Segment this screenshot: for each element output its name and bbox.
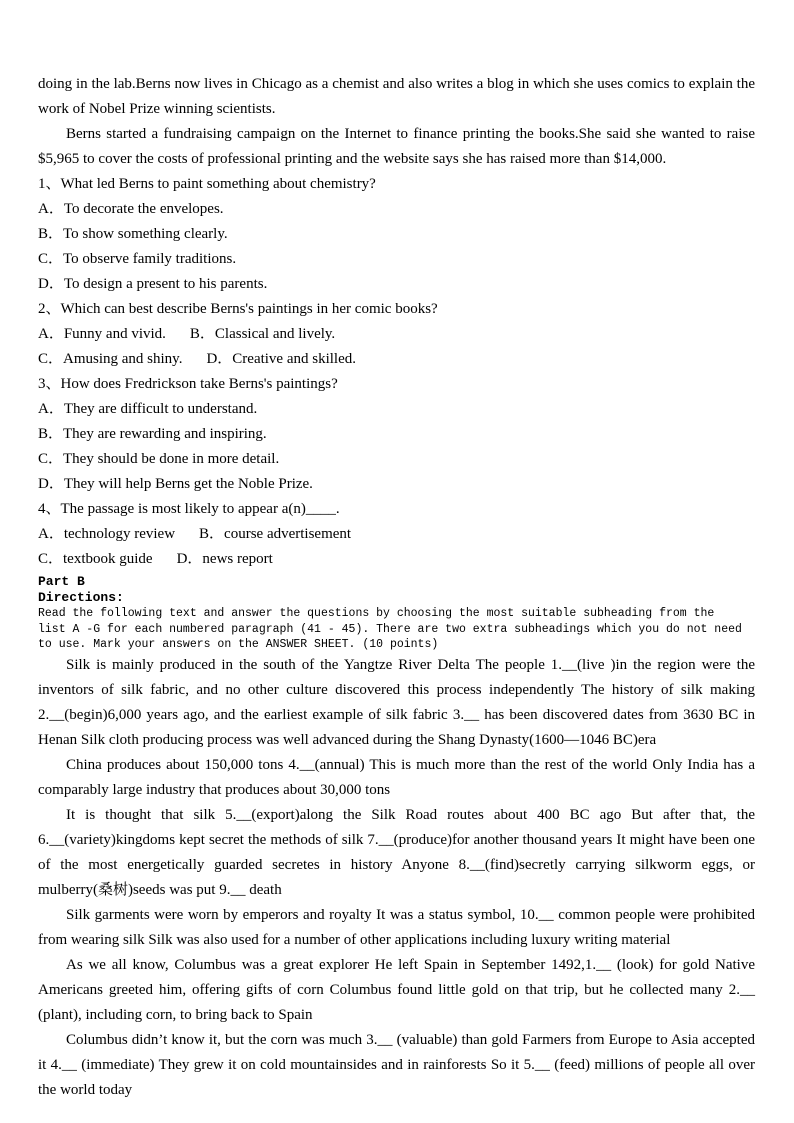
question-1-option-a: A．To decorate the envelopes. <box>38 201 224 217</box>
question-1-stem: 1、What led Berns to paint something about chemistry? <box>38 176 376 192</box>
question-1-option-c: C．To observe family traditions. <box>38 251 237 267</box>
question-3-option-c: C．They should be done in more detail. <box>38 451 280 467</box>
question-3-option-d: D．They will help Berns get the Noble Prize. <box>38 476 313 492</box>
cloze-paragraph-columbus-1: As we all know, Columbus was a great explorer He left Spain in September 1492,1.__ (look) for gold Native Americans greeted him, offering gifts of corn Columbus found little gold on that trip, but he collected many 2.__ (plant), including corn, to bring back to Spain <box>38 956 755 1023</box>
cloze-paragraph-silk-2: China produces about 150,000 tons 4.__(annual) This is much more than the rest of the world Only India has a comparably large industry that produces about 30,000 tons <box>38 756 755 798</box>
question-4-options-ab <box>38 522 755 547</box>
question-4-option-c: C．textbook guide <box>38 551 153 567</box>
directions-label: Directions: <box>38 590 124 605</box>
question-1-option-d: D．To design a present to his parents. <box>38 276 268 292</box>
directions-line-1: Read the following text and answer the questions by choosing the most suitable subheading from the <box>38 607 715 620</box>
question-4-stem: 4、The passage is most likely to appear a(n)____. <box>38 501 340 517</box>
cloze-paragraph-silk-4: Silk garments were worn by emperors and royalty It was a status symbol, 10.__ common people were prohibited from wearing silk Silk was also used for a number of other applications including luxury writing material <box>38 906 755 948</box>
cloze-paragraph-silk-1: Silk is mainly produced in the south of the Yangtze River Delta The people 1.__(live )in the region were the inventors of silk fabric, and no other culture discovered this process independently The history of silk making 2.__(begin)6,000 years ago, and the earliest example of silk fabric 3.__ has been discovered dates from 3630 BC in Henan Silk cloth producing process was well advanced during the Shang Dynasty(1600—1046 BC)era <box>38 656 755 748</box>
question-3-stem: 3、How does Fredrickson take Berns's paintings? <box>38 376 338 392</box>
question-4-option-d: D．news report <box>176 551 273 567</box>
question-2-stem: 2、Which can best describe Berns's paintings in her comic books? <box>38 301 438 317</box>
question-1-option-b: B．To show something clearly. <box>38 226 228 242</box>
directions-line-2: list A -G for each numbered paragraph (41 - 45). There are two extra subheadings which you do not need <box>38 622 742 636</box>
question-2-option-c: C．Amusing and shiny. <box>38 351 183 367</box>
question-2-options-cd <box>38 347 755 372</box>
question-3-option-b: B．They are rewarding and inspiring. <box>38 426 267 442</box>
question-2-option-d: D．Creative and skilled. <box>206 351 356 367</box>
directions-line-3: to use. Mark your answers on the ANSWER SHEET. (10 points) <box>38 638 439 651</box>
question-4-option-a: A．technology review <box>38 526 176 542</box>
question-3-option-a: A．They are difficult to understand. <box>38 401 258 417</box>
question-2-option-a: A．Funny and vivid. <box>38 326 166 342</box>
question-2-option-b: B．Classical and lively. <box>189 326 336 342</box>
part-b-title: Part B <box>38 574 85 589</box>
question-4-options-cd <box>38 547 755 572</box>
cloze-paragraph-silk-3: It is thought that silk 5.__(export)along the Silk Road routes about 400 BC ago But after that, the 6.__(variety)kingdoms kept secret the methods of silk 7.__(produce)for another thousand years It might have been one of the most energetically guarded secretes in history Anyone 8.__(find)secretly carrying silkworm eggs, or mulberry(桑树)seeds was put 9.__ death <box>38 806 755 898</box>
part-b-section <box>38 574 755 653</box>
cloze-paragraph-columbus-2: Columbus didn’t know it, but the corn was much 3.__ (valuable) than gold Farmers from Europe to Asia accepted it 4.__ (immediate) They grew it on cold mountainsides and in rainforests So it 5.__ (feed) millions of people all over the world today <box>38 1031 755 1098</box>
question-4-option-b: B．course advertisement <box>199 526 352 542</box>
question-2-options-ab <box>38 322 755 347</box>
intro-paragraph-2: Berns started a fundraising campaign on the Internet to finance printing the books.She said she wanted to raise $5,965 to cover the costs of professional printing and the website says she has raised more than $14,000. <box>38 126 755 167</box>
intro-paragraph-1: doing in the lab.Berns now lives in Chicago as a chemist and also writes a blog in which she uses comics to explain the work of Nobel Prize winning scientists. <box>38 76 755 117</box>
